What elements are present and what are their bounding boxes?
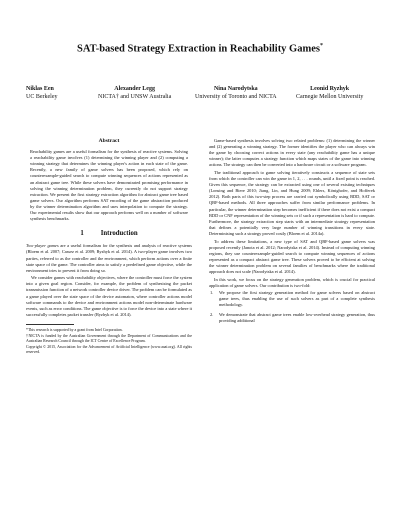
introduction-heading: 1 Introduction (80, 230, 138, 238)
intro-paragraph-2: We consider games with reachability objectives, where the controller must force the system into a given goal region. Consider, for example, the problem of synthesising the packet transmission function of a network controller device driver. The problem can be formulated as a game played over the state space of the device automaton, where controller actions model software commands to the device and environment actions model non-determinate hardware events, such as error conditions. The game objective is to force the device into a state where it successfully completes packet transfer (Ryzhyk et al. 2014). (26, 275, 192, 317)
author-name: Niklas Een (26, 86, 54, 92)
right-paragraph-1: Game-based synthesis involves solving two related problems: (1) determining the winner and (2) generating a winning strategy. The former identifies the player who can always win the game by choosing correct actions in every state (any reachability game has a unique winner); the latter computes a strategy function which maps states of the game into winning actions. The strategy can then be converted into a hardware circuit or a software program. (209, 138, 375, 168)
list-text: We demonstrate that abstract game trees enable low-overhead strategy generation, thus providing additional (219, 311, 375, 323)
right-paragraph-2: The traditional approach to game solving iteratively constructs a sequence of state sets from which the controller can win the game in 1, 2, . . . rounds, until a fixed point is reached. Given this sequence, the strategy can be extracted using one of several existing techniques (Lonsing and Biere 2010; Jiang, Lin, and Hung 2009; Ehlers, Könighofer, and Hofferek 2012). Both parts of this two-step process are carried out symbolically using BDD, SAT or QBF-based methods. All three approaches suffer from similar performance problems. In particular, the winner determination step becomes inefficient if there does not exist a compact BDD or CNF representation of the winning sets or if such a representation is hard to compute. Furthermore, the strategy extraction step starts with an intermediate strategy representation that defines a potentially very large number of winning transitions in every state. Determinising such a strategy proved costly (Bloem et al. 2014a). (209, 169, 375, 236)
title-footnote-mark: * (319, 43, 323, 49)
contribution-item-1 (209, 290, 375, 308)
author-name: Alexander Legg (114, 86, 155, 92)
author-4 (296, 86, 363, 101)
footnote-2: †NICTA is funded by the Australian Government through the Department of Communications and the Australian Research Council through the ICT Centre of Excellence Program. (26, 334, 192, 344)
intro-paragraph-1 (26, 243, 192, 273)
footnote-rule (26, 324, 74, 325)
author-affiliation: NICTA† and UNSW Australia (98, 93, 172, 100)
contribution-item-2 (209, 312, 375, 324)
list-text: We propose the first strategy generation method for game solvers based on abstract game trees, thus enabling the use of such solvers as part of a complete synthesis methodology. (219, 290, 375, 308)
author-name: Leonid Ryzhyk (310, 86, 350, 92)
author-affiliation: Carnegie Mellon University (296, 93, 364, 100)
author-1 (26, 86, 58, 101)
paper-title (0, 43, 400, 55)
right-paragraph-3: To address these limitations, a new type of SAT and QBF-based game solvers was proposed recently (Janota et al. 2012; Narodytska et al. 2014). Instead of computing winning regions, they use counterexample-guided search to compute winning sequences of actions represented as a compact abstract game tree. These solvers proved to be efficient at solving the winner determination problem on several families of benchmarks where the traditional approach does not scale (Narodytska et al. 2014). (209, 238, 375, 274)
abstract-text: Reachability games are a useful formalism for the synthesis of reactive systems. Solving a reachability game involves (1) determining the winning player and (2) computing a winning strategy that determines the winning player's action in each state of the game. Recently, a new family of game solvers has been proposed, which rely on counterexample-guided search to compute winning sequences of actions represented as an abstract game tree. While these solvers have demonstrated promising performance in solving the winning determination problem, they currently do not support strategy extraction. We present the first strategy extraction algorithm for abstract game tree based game solvers. Our algorithm performs SAT encoding of the game abstraction produced by the winner determination algorithm and uses interpolation to compute the strategy. Our experimental results show that our approach performs well on a number of software synthesis benchmarks. (30, 149, 188, 222)
list-number: 2. (210, 311, 214, 317)
right-column (209, 138, 375, 327)
author-2 (98, 86, 171, 101)
author-affiliation: University of Toronto and NICTA (195, 93, 277, 100)
left-column (26, 138, 192, 356)
footnote-1: *This research is supported by a grant from Intel Corporation. (26, 327, 123, 332)
author-block (26, 86, 386, 112)
abstract-heading: Abstract (98, 138, 120, 144)
title-text: SAT-based Strategy Extraction in Reachability Games (77, 43, 320, 55)
author-3 (195, 86, 277, 101)
copyright-notice: Copyright © 2015, Association for the Advancement of Artificial Intelligence (www.aaai.org). All rights reserved. (26, 345, 192, 355)
list-number: 1. (210, 290, 214, 296)
author-name: Nina Narodytska (213, 86, 258, 92)
right-paragraph-4: In this work, we focus on the strategy generation problem, which is crucial for practical application of game solvers. Our contribution is two-fold: (209, 276, 375, 288)
intro-p1-text: are a useful formalism for the synthesis and analysis of reactive systems (Bloem et al. 2007; Cassez et al. 2009; Ryzhyk et al. 2014). A two-player game involves two parties, referred to as the controller and the environment, which perform actions over a finite state space of the game. The controller aims to satisfy a predefined game objective, while the environment tries to prevent it from doing so. (26, 243, 192, 273)
intro-lead-term: Two-player games (26, 243, 59, 249)
author-affiliation: UC Berkeley (26, 93, 58, 100)
